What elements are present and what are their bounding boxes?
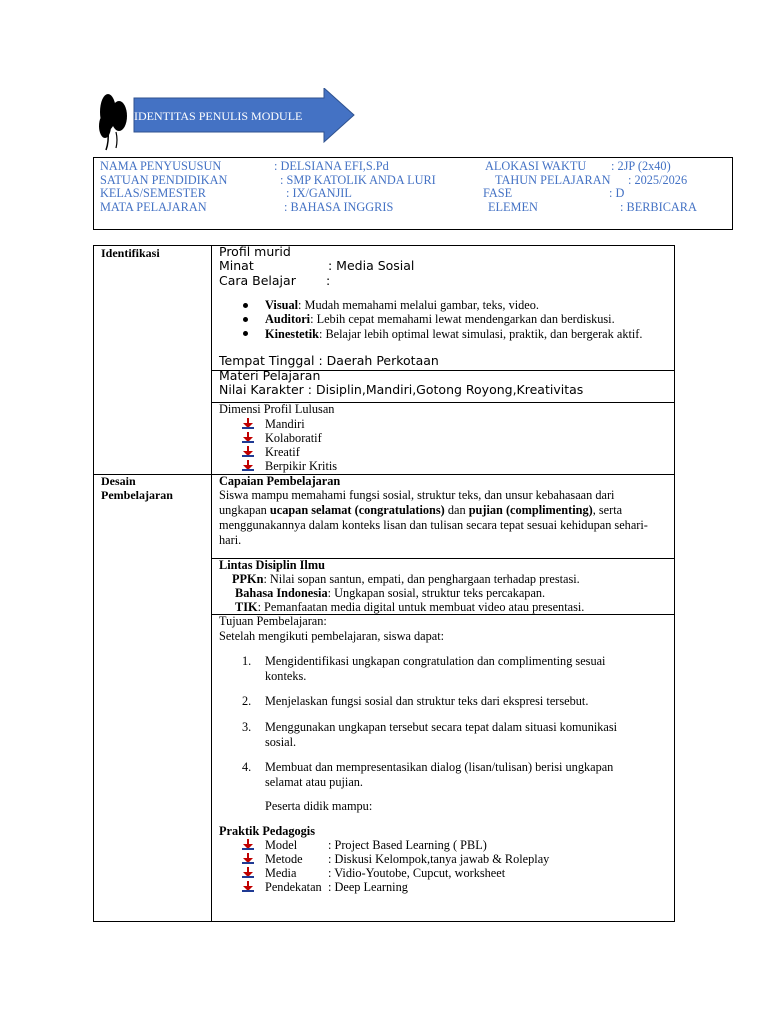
cp-title: Capaian Pembelajaran bbox=[219, 474, 341, 488]
praktik-term: Metode bbox=[265, 852, 303, 866]
cp-text: Siswa mampu memahami fungsi sosial, struktur teks, dan unsur kebahasaan dari ungkapan bbox=[219, 488, 615, 517]
identity-value: : SMP KATOLIK ANDA LURI bbox=[280, 173, 436, 187]
lintas-term: Bahasa Indonesia bbox=[235, 586, 328, 600]
arrow-bullet-icon bbox=[242, 839, 254, 850]
praktik-term: Model bbox=[265, 838, 298, 852]
lintas-desc: : Ungkapan sosial, struktur teks percakapan. bbox=[327, 586, 546, 600]
column-divider bbox=[211, 246, 212, 921]
praktik-desc: : Project Based Learning ( PBL) bbox=[328, 838, 487, 852]
identity-box bbox=[93, 157, 733, 230]
style-term: Visual bbox=[265, 298, 299, 312]
identity-label: ELEMEN bbox=[488, 200, 538, 214]
identity-label: TAHUN PELAJARAN bbox=[495, 173, 611, 187]
arrow-bullet-icon bbox=[242, 446, 254, 457]
lintas-title: Lintas Disiplin Ilmu bbox=[219, 558, 325, 572]
identity-value: : D bbox=[609, 186, 625, 200]
lintas-desc: : Pemanfaatan media digital untuk membuat video atau presentasi. bbox=[257, 600, 585, 614]
lintas-item bbox=[235, 600, 584, 614]
tujuan-number: 3. bbox=[242, 720, 252, 734]
arrow-bullet-icon bbox=[242, 460, 254, 471]
cp-bold: pujian (complimenting) bbox=[468, 503, 593, 517]
tempat-tinggal: Tempat Tinggal : Daerah Perkotaan bbox=[219, 353, 439, 368]
arrow-bullet-icon bbox=[242, 867, 254, 878]
praktik-desc: : Deep Learning bbox=[328, 880, 408, 894]
style-desc: : Mudah memahami melalui gambar, teks, video. bbox=[298, 298, 539, 312]
tujuan-number: 4. bbox=[242, 760, 252, 774]
identity-value: : BAHASA INGGRIS bbox=[284, 200, 394, 214]
identity-label: KELAS/SEMESTER bbox=[100, 186, 206, 200]
dimensi-item: Kolaboratif bbox=[265, 431, 322, 445]
tujuan-item: Membuat dan mempresentasikan dialog (lisan/tulisan) berisi ungkapan selamat atau pujian. bbox=[265, 760, 614, 789]
style-desc: : Lebih cepat memahami lewat mendengarkan dan berdiskusi. bbox=[310, 312, 615, 326]
style-desc: : Belajar lebih optimal lewat simulasi, praktik, dan bergerak aktif. bbox=[318, 327, 643, 341]
identity-label: ALOKASI WAKTU bbox=[485, 159, 587, 173]
row-divider bbox=[94, 474, 674, 475]
header-arrow-label: IDENTITAS PENULIS MODULE bbox=[134, 109, 303, 123]
cp-text: , serta menggunakannya dalam konteks lisan dan tulisan secara tepat sesuai kehidupan sehari-hari. bbox=[219, 503, 648, 547]
tujuan-item: Mengidentifikasi ungkapan congratulation dan complimenting sesuai konteks. bbox=[265, 654, 606, 683]
desain-label-line2: Pembelajaran bbox=[101, 488, 173, 502]
bullet-icon bbox=[243, 317, 248, 322]
style-term: Auditori bbox=[265, 312, 311, 326]
identity-value: : 2JP (2x40) bbox=[611, 159, 671, 173]
praktik-term: Pendekatan bbox=[265, 880, 322, 894]
cp-text: dan bbox=[444, 503, 469, 517]
praktik-desc: : Vidio-Youtobe, Cupcut, worksheet bbox=[328, 866, 506, 880]
cara-value: : bbox=[326, 273, 331, 288]
cp-paragraph bbox=[219, 488, 651, 548]
minat-value: : Media Sosial bbox=[328, 258, 415, 273]
arrow-bullet-icon bbox=[242, 881, 254, 892]
nilai-karakter: Nilai Karakter : Disiplin,Mandiri,Gotong Royong,Kreativitas bbox=[219, 382, 584, 397]
module-table bbox=[93, 245, 675, 922]
lintas-item bbox=[235, 586, 545, 600]
dimensi-item: Mandiri bbox=[265, 417, 305, 431]
identity-label: FASE bbox=[483, 186, 513, 200]
praktik-desc: : Diskusi Kelompok,tanya jawab & Roleplay bbox=[328, 852, 550, 866]
bullet-icon bbox=[243, 331, 248, 336]
praktik-title: Praktik Pedagogis bbox=[219, 824, 315, 838]
identity-value: : IX/GANJIL bbox=[286, 186, 352, 200]
arrow-bullet-icon bbox=[242, 853, 254, 864]
lintas-item bbox=[232, 572, 580, 586]
list-item bbox=[265, 327, 642, 341]
minat-label: Minat bbox=[219, 258, 254, 273]
dimensi-item: Kreatif bbox=[265, 445, 300, 459]
dimensi-item: Berpikir Kritis bbox=[265, 459, 338, 473]
identity-value: : 2025/2026 bbox=[628, 173, 688, 187]
identity-label: MATA PELAJARAN bbox=[100, 200, 207, 214]
tujuan-intro: Setelah mengikuti pembelajaran, siswa dapat: bbox=[219, 629, 445, 643]
materi-pelajaran: Materi Pelajaran bbox=[219, 368, 321, 383]
arrow-bullet-icon bbox=[242, 418, 254, 429]
bullet-icon bbox=[243, 303, 248, 308]
identity-label: NAMA PENYUSUSUN bbox=[100, 159, 222, 173]
identifikasi-label: Identifikasi bbox=[101, 246, 160, 260]
list-item bbox=[265, 312, 615, 326]
lintas-term: PPKn bbox=[232, 572, 264, 586]
dimensi-title: Dimensi Profil Lulusan bbox=[219, 402, 335, 416]
tujuan-number: 1. bbox=[242, 654, 252, 668]
tujuan-number: 2. bbox=[242, 694, 252, 708]
tujuan-item: Menggunakan ungkapan tersebut secara tepat dalam situasi komunikasi sosial. bbox=[265, 720, 618, 749]
cp-bold: ucapan selamat (congratulations) bbox=[269, 503, 445, 517]
tujuan-item: Menjelaskan fungsi sosial dan struktur teks dari ekspresi tersebut. bbox=[265, 694, 589, 708]
cara-label: Cara Belajar bbox=[219, 273, 296, 288]
list-item bbox=[265, 298, 539, 312]
arrow-bullet-icon bbox=[242, 432, 254, 443]
lintas-term: TIK bbox=[235, 600, 258, 614]
lintas-desc: : Nilai sopan santun, empati, dan penghargaan terhadap prestasi. bbox=[263, 572, 580, 586]
praktik-term: Media bbox=[265, 866, 297, 880]
identity-value: : DELSIANA EFI,S.Pd bbox=[274, 159, 389, 173]
identity-value: : BERBICARA bbox=[620, 200, 697, 214]
identity-label: SATUAN PENDIDIKAN bbox=[100, 173, 228, 187]
tujuan-title: Tujuan Pembelajaran: bbox=[219, 614, 327, 628]
desain-label-line1: Desain bbox=[101, 474, 136, 488]
peserta-text: Peserta didik mampu: bbox=[265, 799, 373, 813]
style-term: Kinestetik bbox=[265, 327, 319, 341]
profil-title: Profil murid bbox=[219, 244, 291, 259]
